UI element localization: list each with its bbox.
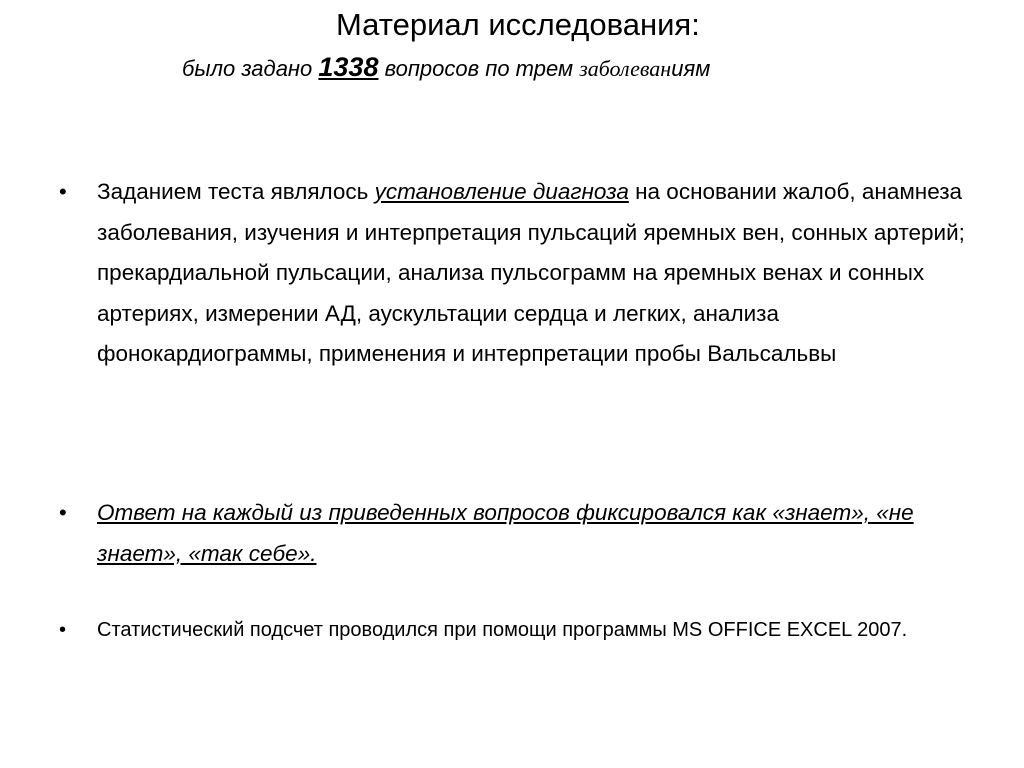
- bullet-marker-2: •: [59, 500, 67, 525]
- slide-subtitle: [182, 52, 710, 84]
- bullet-text-3: Статистический подсчет проводился при помощи программы MS OFFICE EXCEL 2007.: [97, 619, 908, 641]
- bullet-1-pre: Заданием теста являлось: [97, 179, 375, 204]
- subtitle-mid: вопросов по трем: [378, 56, 580, 81]
- bullet-text-2: Ответ на каждый из приведенных вопросов фиксировался как «знает», «не знает», «так себе».: [97, 500, 914, 566]
- bullet-1-emphasis: установление диагноза: [374, 179, 629, 204]
- slide-title: Материал исследования:: [336, 7, 700, 42]
- question-count: 1338: [318, 52, 379, 82]
- bullet-marker-1: •: [59, 179, 67, 204]
- subtitle-pre: было задано: [182, 56, 319, 81]
- bullet-1-post: на основании жалоб, анамнеза заболевания, изучения и интерпретация пульсаций яремных вен, сонных артерий; прекардиальной пульсации, анализа пульсограмм на яремных венах и сонных артериях, измерении АД, аускультации сердца и легких, анализа фонокардиограммы, применения и интерпретации пробы Вальсальвы: [97, 179, 965, 366]
- subtitle-end: иям: [671, 56, 711, 81]
- subtitle-serif-word: заболеван: [579, 56, 672, 81]
- bullet-marker-3: •: [59, 619, 67, 641]
- bullet-text-1: [97, 172, 977, 375]
